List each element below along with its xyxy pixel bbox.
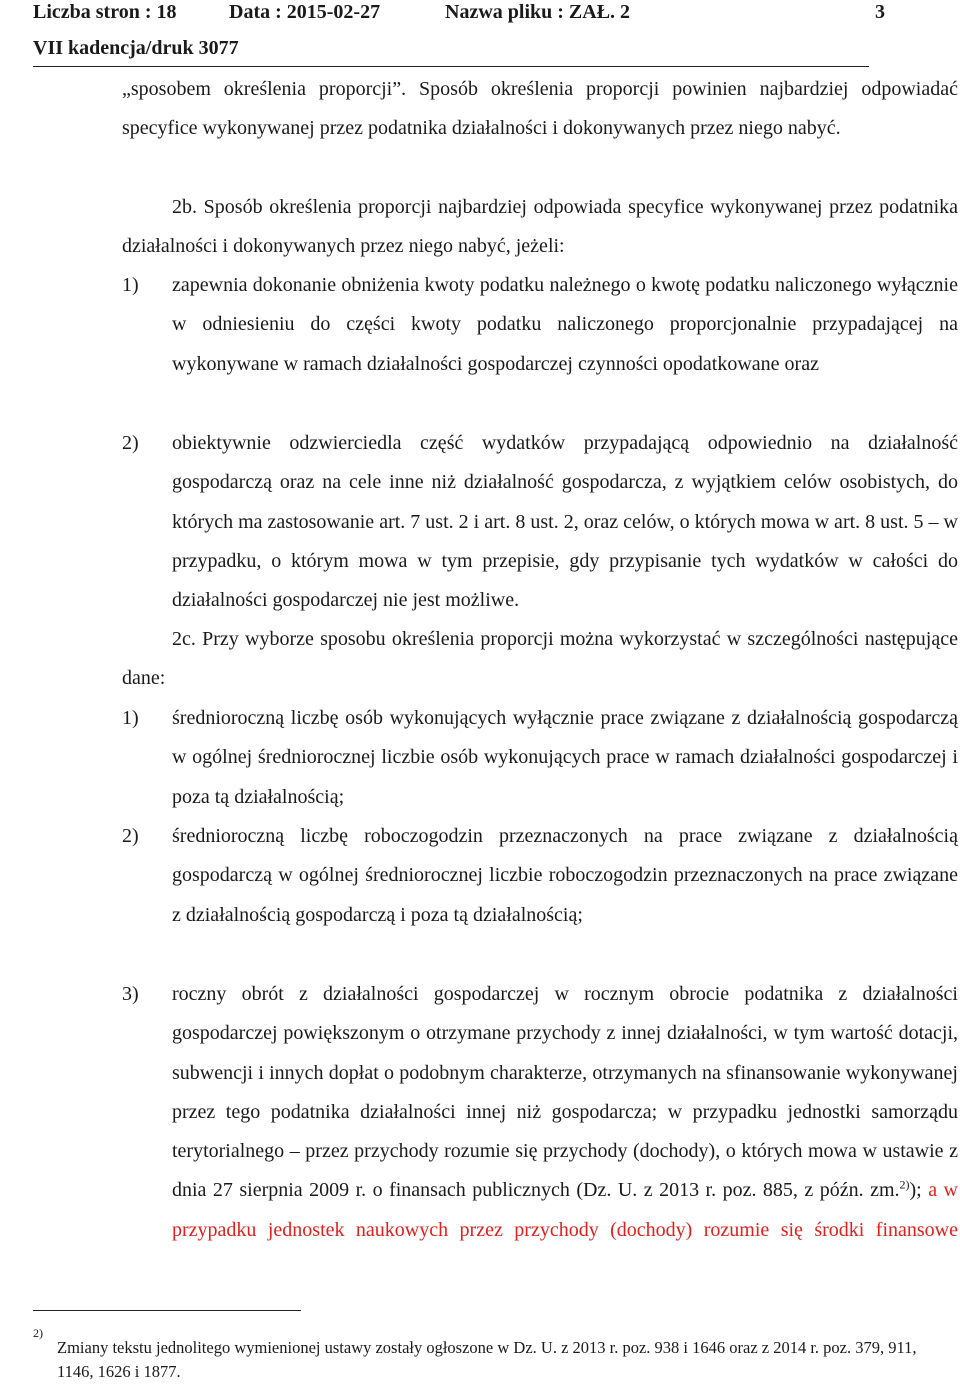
paragraph-intro: „sposobem określenia proporcji”. Sposób określenia proporcji powinien najbardziej odpowiadać specyfice wykonywanej przez podatnika działalności i dokonywanych przez niego nabyć. [122, 78, 958, 140]
header-page-number: 3 [875, 1, 885, 23]
header-page-count: Liczba stron : 18 [33, 1, 177, 23]
header-divider [33, 66, 869, 67]
list-item-number: 1) [122, 707, 139, 729]
list-item-number: 1) [122, 274, 139, 296]
list-item-text: średnioroczną liczbę roboczogodzin przeznaczonych na prace związane z działalnością gospodarczą w ogólnej średniorocznej liczbie roboczogodzin przeznaczonych na prace związane z działalnością gospodarczą i poza tą działalnością; [172, 825, 958, 926]
list-item-number: 2) [122, 432, 139, 454]
amendment-text-red: a w przypadku jednostek naukowych przez przychody (dochody) rozumie się środki finansowe [172, 1179, 958, 1241]
header-date: Data : 2015-02-27 [229, 1, 381, 23]
paragraph-2b: 2b. Sposób określenia proporcji najbardziej odpowiada specyfice wykonywanej przez podatnika działalności i dokonywanych przez niego nabyć, jeżeli: [122, 196, 958, 258]
list-item-text: obiektywnie odzwierciedla część wydatków przypadającą odpowiednio na działalność gospodarczą oraz na cele inne niż działalność gospodarcza, z wyjątkiem celów osobistych, do których ma zastosowanie art. 7 ust. 2 i art. 8 ust. 2, oraz celów, o których mowa w art. 8 ust. 5 – w przypadku, o którym mowa w tym przepisie, gdy przypisanie tych wydatków w całości do działalności gospodarczej nie jest możliwe. [172, 432, 958, 612]
paragraph-2c: 2c. Przy wyborze sposobu określenia proporcji można wykorzystać w szczególności następujące dane: [122, 628, 958, 690]
list-item-text-main: roczny obrót z działalności gospodarczej w rocznym obrocie podatnika z działalności gospodarczej powiększonym o otrzymane przychody z innej działalności, w tym wartość dotacji, subwencji i innych dopłat o podobnym charakterze, otrzymanych na sfinansowanie wykonywanej przez tego podatnika działalności innej niż gospodarcza; w przypadku jednostki samorządu terytorialnego – przez przychody rozumie się przychody (dochody), o których mowa w ustawie z dnia 27 sierpnia 2009 r. o finansach publicznych (Dz. U. z 2013 r. poz. 885, z późn. zm. [172, 983, 958, 1202]
list-item-text: zapewnia dokonanie obniżenia kwoty podatku należnego o kwotę podatku naliczonego wyłącznie w odniesieniu do części kwoty podatku naliczonego proporcjonalnie przypadającej na wykonywane w ramach działalności gospodarczej czynności opodatkowane oraz [172, 274, 958, 375]
list-item-text [172, 975, 958, 1250]
header-file-name: Nazwa pliku : ZAŁ. 2 [445, 1, 631, 23]
header-subtitle: VII kadencja/druk 3077 [33, 37, 239, 59]
list-item-number: 2) [122, 825, 139, 847]
list-item-text: średnioroczną liczbę osób wykonujących wyłącznie prace związane z działalnością gospodarczą w ogólnej średniorocznej liczbie osób wykonujących prace w ramach działalności gospodarczej i poza tą działalnością; [172, 707, 958, 808]
list-item-text-after: ); [909, 1179, 922, 1202]
footnote-text: Zmiany tekstu jednolitego wymienionej ustawy zostały ogłoszone w Dz. U. z 2013 r. poz. 938 i 1646 oraz z 2014 r. poz. 379, 911, 1146, 1626 i 1877. [57, 1338, 917, 1381]
footnote-divider [33, 1310, 301, 1311]
list-item-number: 3) [122, 983, 139, 1005]
footnote-reference: 2) [899, 1177, 910, 1192]
